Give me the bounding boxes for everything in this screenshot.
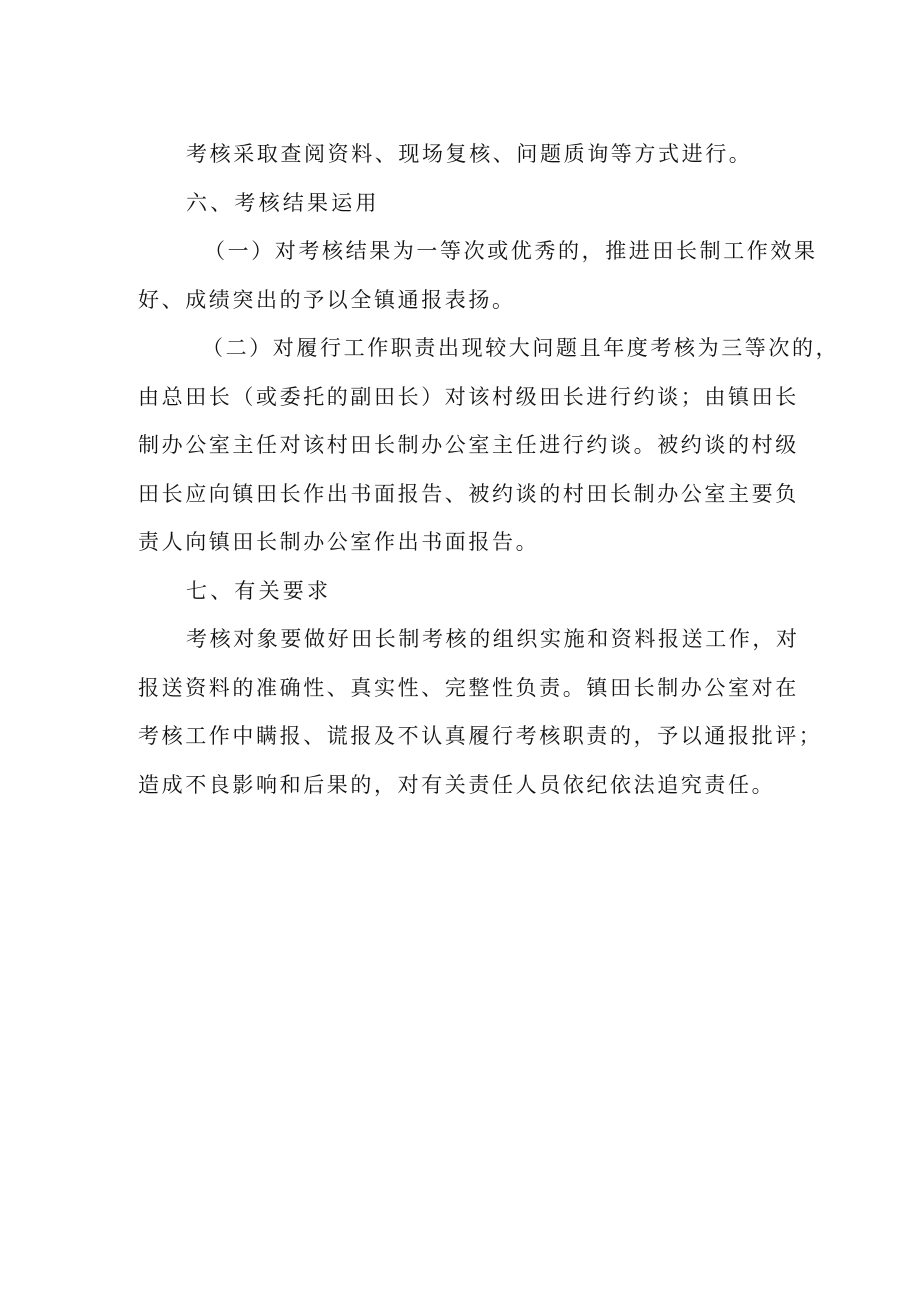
paragraph-item-one-line-2: 好、成绩突出的予以全镇通报表扬。	[138, 287, 516, 312]
paragraph-requirements-line-4: 造成不良影响和后果的，对有关责任人员依纪依法追究责任。	[138, 772, 776, 797]
paragraph-item-two-line-1: （二）对履行工作职责出现较大问题且年度考核为三等次的，	[202, 336, 840, 360]
paragraph-requirements-line-2: 报送资料的准确性、真实性、完整性负责。镇田长制办公室对在	[138, 675, 799, 700]
paragraph-item-one-line-1: （一）对考核结果为一等次或优秀的，推进田长制工作效果	[204, 239, 818, 263]
paragraph-item-two-line-5: 责人向镇田长制办公室作出书面报告。	[138, 530, 540, 554]
paragraph-item-two-line-4: 田长应向镇田长作出书面报告、被约谈的村田长制办公室主要负	[138, 481, 799, 506]
paragraph-requirements-line-3: 考核工作中瞒报、谎报及不认真履行考核职责的，予以通报批评；	[138, 724, 823, 748]
section-heading-seven: 七、有关要求	[186, 578, 332, 603]
paragraph-item-two-line-2: 由总田长（或委托的副田长）对该村级田长进行约谈；由镇田长	[138, 384, 799, 409]
section-heading-six: 六、考核结果运用	[186, 190, 380, 215]
paragraph-requirements-line-1: 考核对象要做好田长制考核的组织实施和资料报送工作，对	[186, 627, 800, 651]
paragraph-assessment-method: 考核采取查阅资料、现场复核、问题质询等方式进行。	[186, 142, 753, 166]
paragraph-item-two-line-3: 制办公室主任对该村田长制办公室主任进行约谈。被约谈的村级	[138, 433, 799, 457]
document-body	[138, 130, 840, 809]
